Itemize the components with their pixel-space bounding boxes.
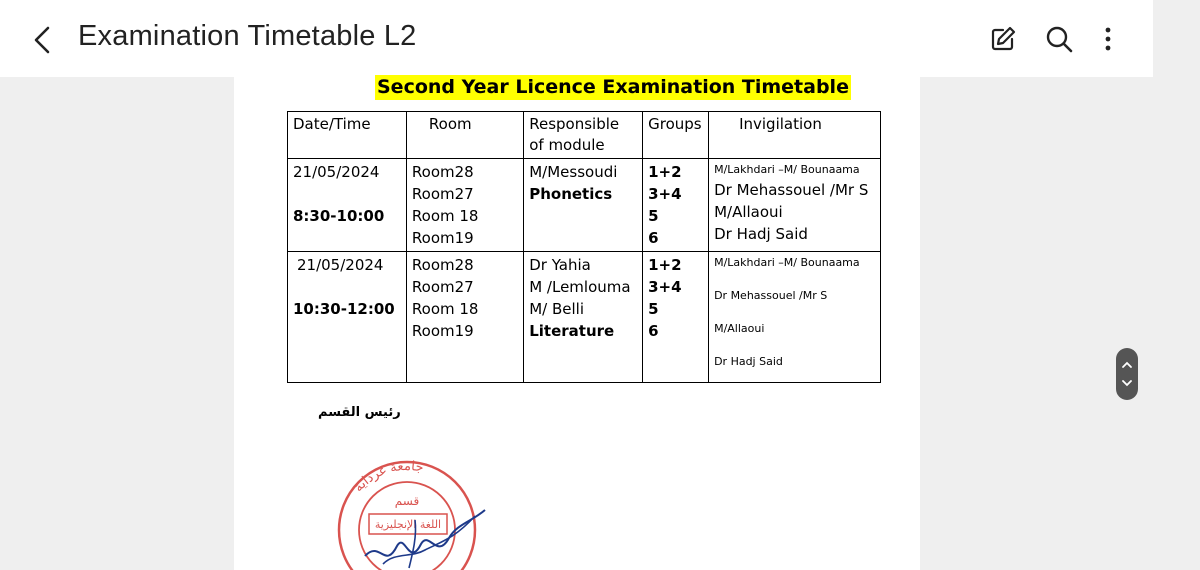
table-header-row xyxy=(288,112,881,159)
cell-responsible: Dr Yahia M /Lemlouma M/ Belli Literature xyxy=(524,252,643,383)
cell-invigilation: M/Lakhdari –M/ Bounaama Dr Mehassouel /Mr S M/Allaoui Dr Hadj Said xyxy=(709,252,881,383)
cell-groups: 1+2 3+4 5 6 xyxy=(643,159,709,252)
app-bar xyxy=(0,0,1153,77)
cell-rooms: Room28 Room27 Room 18 Room19 xyxy=(406,159,523,252)
stamp-english-dept-text: اللغة الإنجليزية xyxy=(374,518,442,531)
cell-groups: 1+2 3+4 5 6 xyxy=(643,252,709,383)
stamp-department-text: قسم xyxy=(394,494,420,508)
cell-responsible: M/Messoudi Phonetics xyxy=(524,159,643,252)
svg-text:جامعة غرداية xyxy=(351,460,425,495)
edit-icon[interactable] xyxy=(986,22,1020,56)
scroll-handle[interactable] xyxy=(1116,348,1138,400)
back-chevron-icon[interactable] xyxy=(28,22,60,58)
appbar-gap xyxy=(1153,0,1200,77)
department-head-label: رئيس القسم xyxy=(318,405,401,420)
header-responsible: Responsible of module xyxy=(524,112,643,159)
cell-date-time: 21/05/2024 8:30-10:00 xyxy=(288,159,407,252)
timetable xyxy=(287,111,881,383)
department-stamp-icon xyxy=(325,460,495,570)
page-title: Examination Timetable L2 xyxy=(78,20,417,52)
document-title: Second Year Licence Examination Timetable xyxy=(377,76,849,98)
header-room: Room xyxy=(406,112,523,159)
cell-rooms: Room28 Room27 Room 18 Room19 xyxy=(406,252,523,383)
stamp-university-text: جامعة غرداية xyxy=(351,460,425,496)
scroll-arrows-icon xyxy=(1116,348,1138,400)
cell-invigilation: M/Lakhdari –M/ Bounaama Dr Mehassouel /Mr S M/Allaoui Dr Hadj Said xyxy=(709,159,881,252)
header-invigilation: Invigilation xyxy=(709,112,881,159)
more-vert-icon[interactable] xyxy=(1091,22,1125,56)
header-groups: Groups xyxy=(643,112,709,159)
search-icon[interactable] xyxy=(1042,22,1076,56)
cell-date-time: 21/05/2024 10:30-12:00 xyxy=(288,252,407,383)
header-date-time: Date/Time xyxy=(288,112,407,159)
table-row xyxy=(288,159,881,252)
table-row xyxy=(288,252,881,383)
